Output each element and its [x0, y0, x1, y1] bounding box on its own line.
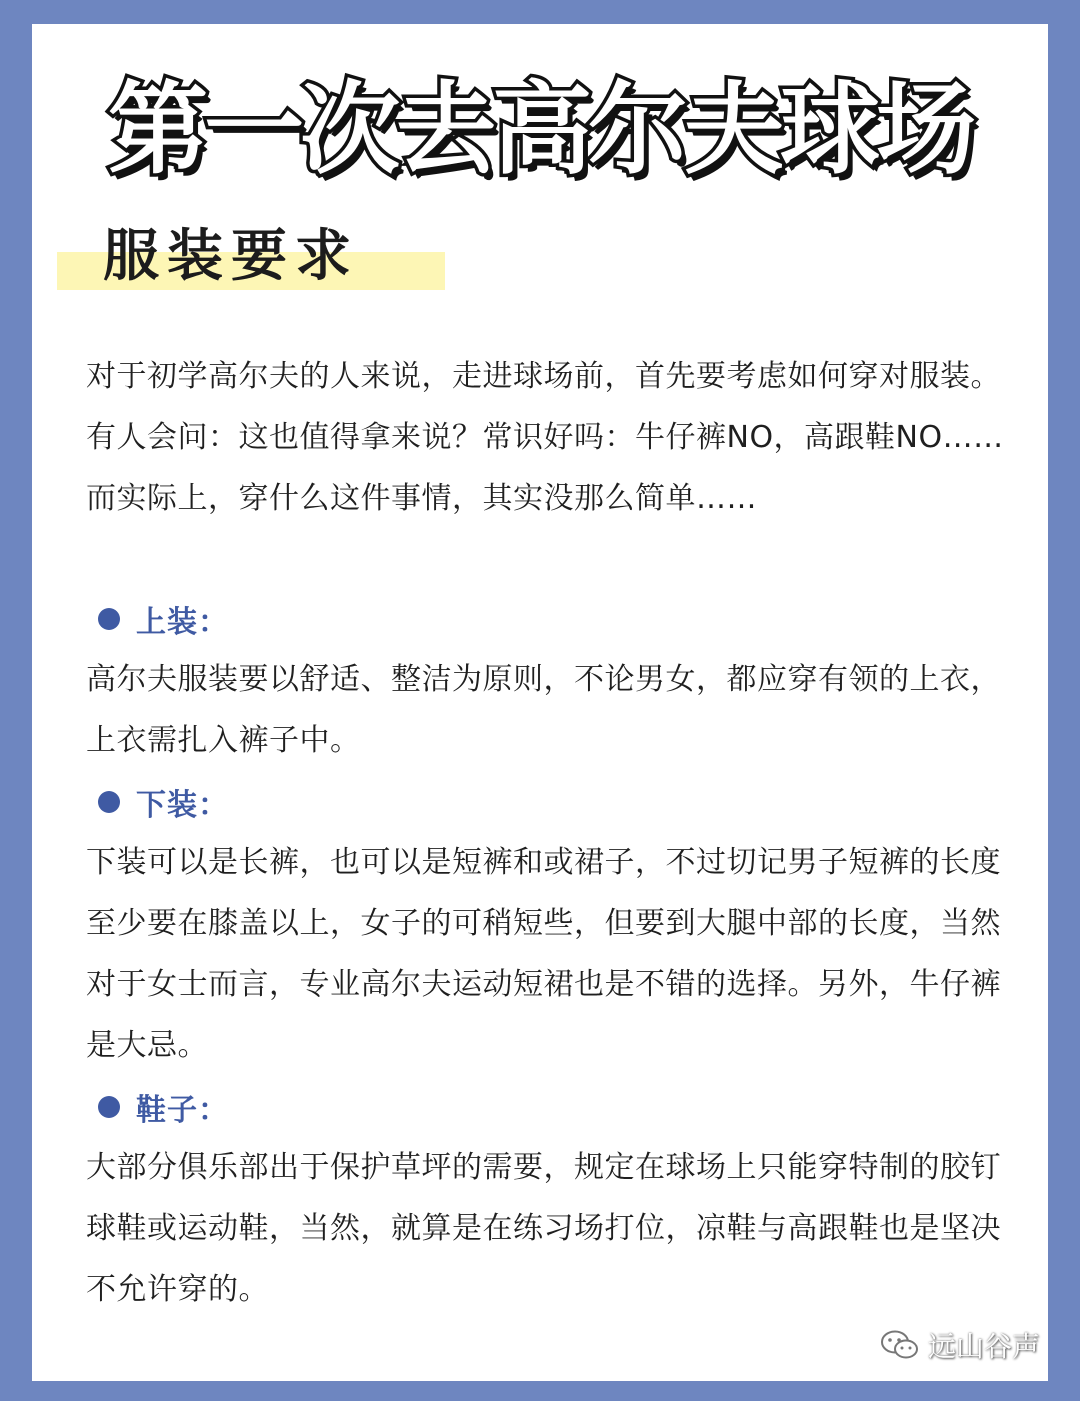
dot-icon — [98, 791, 120, 813]
section-shoes-heading — [98, 1087, 229, 1127]
subtitle: 服装要求 — [103, 224, 359, 289]
section-label: 上装： — [136, 605, 229, 640]
watermark — [880, 1325, 1040, 1365]
section-label: 鞋子： — [136, 1093, 229, 1128]
subtitle-block — [57, 224, 447, 294]
page-title: 第一次去高尔夫球场 — [108, 71, 972, 188]
section-label: 下装： — [136, 788, 229, 823]
dot-icon — [98, 608, 120, 630]
intro-paragraph: 对于初学高尔夫的人来说，走进球场前，首先要考虑如何穿对服装。有人会问：这也值得拿来说？常识好吗：牛仔裤NO，高跟鞋NO……而实际上，穿什么这件事情，其实没那么简单…… — [86, 359, 1004, 516]
section-tops-text: 高尔夫服装要以舒适、整洁为原则，不论男女，都应穿有领的上衣，上衣需扎入裤子中。 — [86, 662, 1001, 758]
wechat-icon — [880, 1329, 920, 1361]
watermark-text: 远山谷声 — [927, 1330, 1040, 1363]
dot-icon — [98, 1096, 120, 1118]
content-card — [32, 24, 1048, 1381]
section-shoes-text: 大部分俱乐部出于保护草坪的需要，规定在球场上只能穿特制的胶钉球鞋或运动鞋，当然，就算是在练习场打位，凉鞋与高跟鞋也是坚决不允许穿的。 — [86, 1150, 1001, 1307]
section-bottoms-text: 下装可以是长裤，也可以是短裤和或裙子，不过切记男子短裤的长度至少要在膝盖以上，女子的可稍短些，但要到大腿中部的长度，当然对于女士而言，专业高尔夫运动短裙也是不错的选择。另外，牛仔裤是大忌。 — [86, 845, 1001, 1063]
section-bottoms-heading — [98, 782, 229, 822]
section-tops-heading — [98, 599, 229, 639]
